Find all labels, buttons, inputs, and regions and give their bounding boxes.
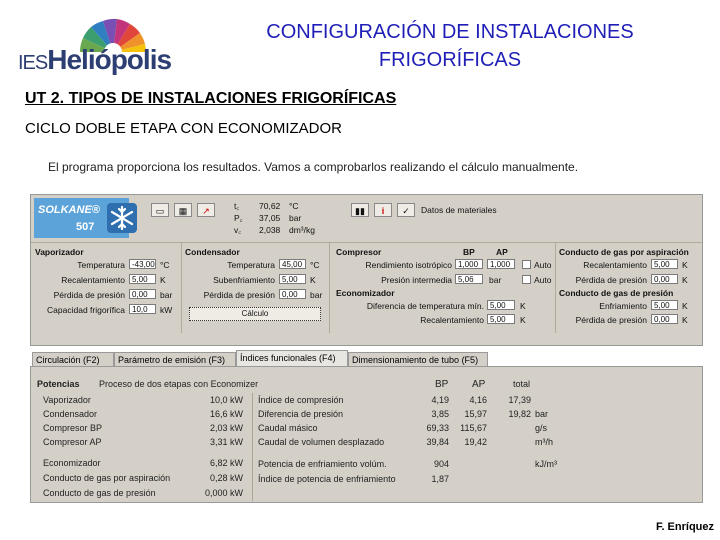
- index-bp: 39,84: [426, 437, 449, 447]
- group-divider: [329, 243, 330, 333]
- state-vc-label: v꜀: [234, 225, 242, 235]
- info-button[interactable]: i: [374, 203, 392, 217]
- col-ap: AP: [472, 379, 486, 390]
- cond-temp-label: Temperatura: [227, 260, 275, 270]
- suction-pressure-loss-input[interactable]: 0,00: [651, 274, 678, 284]
- evap-capacity-input[interactable]: 10,0: [129, 304, 156, 314]
- power-value: 10,0 kW: [209, 395, 243, 405]
- suction-superheat-unit: K: [682, 260, 688, 270]
- isentropic-efficiency-ap-input[interactable]: 1,000: [487, 259, 515, 269]
- power-value: 6,82 kW: [209, 458, 243, 468]
- power-name: Compresor AP: [43, 437, 102, 447]
- evap-capacity-label: Capacidad frigorífica: [47, 305, 125, 315]
- power-name: Conducto de gas por aspiración: [43, 473, 171, 483]
- page-title-line-1: CONFIGURACIÓN DE INSTALACIONES: [266, 21, 634, 43]
- cond-subcool-unit: K: [310, 275, 316, 285]
- discharge-cooling-unit: K: [682, 301, 688, 311]
- intro-text: El programa proporciona los resultados. Vamos a comprobarlos realizando el cálculo manualmente.: [48, 160, 579, 174]
- discharge-cooling-input[interactable]: 5,00: [651, 300, 678, 310]
- state-tc-label: t꜀: [234, 201, 240, 211]
- index-unit: m³/h: [535, 437, 553, 447]
- discharge-duct-header: Conducto de gas de presión: [559, 288, 674, 298]
- power-name: Economizador: [43, 458, 101, 468]
- diagram-button[interactable]: ↗: [197, 203, 215, 217]
- index-total: 19,82: [508, 409, 531, 419]
- power-name: Compresor BP: [43, 423, 103, 433]
- snowflake-icon: [107, 203, 137, 233]
- table-view-button[interactable]: ▭: [151, 203, 169, 217]
- index-name: Índice de potencia de enfriamiento: [258, 474, 396, 484]
- suction-pressure-loss-unit: K: [682, 275, 688, 285]
- evap-superheat-input[interactable]: 5,00: [129, 274, 156, 284]
- econ-superheat-label: Recalentamiento: [420, 315, 484, 325]
- power-value: 2,03 kW: [209, 423, 243, 433]
- evap-temp-unit: °C: [160, 260, 170, 270]
- state-pc-label: P꜀: [234, 213, 243, 223]
- materials-label: Datos de materiales: [421, 205, 497, 215]
- isentropic-efficiency-label: Rendimiento isotrópico: [365, 260, 452, 270]
- col-bp: BP: [435, 379, 449, 390]
- intermediate-pressure-unit: bar: [489, 275, 502, 285]
- auto-label: Auto: [534, 260, 552, 270]
- power-value: 3,31 kW: [209, 437, 243, 447]
- tab-circulacion[interactable]: Circulación (F2): [32, 352, 114, 366]
- isentropic-efficiency-bp-input[interactable]: 1,000: [455, 259, 483, 269]
- brand-number: 507: [76, 221, 95, 233]
- logo-prefix: IES: [18, 52, 48, 74]
- col-proceso: Proceso de dos etapas con Economizer: [99, 379, 259, 389]
- intermediate-pressure-input[interactable]: 5,06: [455, 274, 483, 284]
- cond-temp-input[interactable]: 45,00: [279, 259, 306, 269]
- col-potencias: Potencias: [37, 379, 80, 389]
- cond-subcool-input[interactable]: 5,00: [279, 274, 306, 284]
- calculate-button[interactable]: Cálculo: [189, 307, 321, 321]
- econ-superheat-unit: K: [520, 315, 526, 325]
- power-name: Condensador: [43, 409, 98, 419]
- page-title: [200, 18, 700, 74]
- group-divider: [181, 243, 182, 333]
- economizador-header: Economizador: [336, 288, 395, 298]
- logo-name: Heliópolis: [47, 44, 172, 75]
- discharge-pressure-loss-unit: K: [682, 315, 688, 325]
- index-ap: 115,67: [460, 423, 487, 433]
- auto-checkbox[interactable]: [522, 275, 531, 284]
- page-title-line-2: FRIGORÍFICAS: [378, 49, 522, 71]
- power-value: 0,000 kW: [204, 488, 243, 498]
- index-ap: 15,97: [464, 409, 487, 419]
- logo: [18, 44, 171, 76]
- evap-temp-label: Temperatura: [77, 260, 125, 270]
- state-tc-value: 70,62: [259, 201, 281, 211]
- cond-temp-unit: °C: [310, 260, 320, 270]
- state-vc-unit: dm³/kg: [289, 225, 315, 235]
- power-name: Vaporizador: [43, 395, 91, 405]
- evaporador-header: Vaporizador: [35, 247, 84, 257]
- index-bp: 1,87: [431, 474, 449, 484]
- solkane-brand: [34, 198, 129, 238]
- econ-min-temp-diff-label: Diferencia de temperatura mín.: [366, 301, 484, 311]
- tab-dimensionamiento-tubo[interactable]: Dimensionamiento de tubo (F5): [348, 352, 488, 366]
- index-bp: 904: [433, 459, 449, 469]
- evap-superheat-unit: K: [160, 275, 166, 285]
- index-unit: g/s: [535, 423, 548, 433]
- index-name: Diferencia de presión: [258, 409, 344, 419]
- intermediate-pressure-label: Presión intermedia: [381, 275, 452, 285]
- results-tabs: [30, 350, 701, 366]
- bottles-button[interactable]: ▮▮: [351, 203, 369, 217]
- check-button[interactable]: ✓: [397, 203, 415, 217]
- cond-pressure-loss-label: Pérdida de presión: [203, 290, 275, 300]
- evap-pressure-loss-label: Pérdida de presión: [53, 290, 125, 300]
- compresor-header: Compresor: [336, 247, 382, 257]
- index-ap: 19,42: [464, 437, 487, 447]
- index-total: 17,39: [508, 395, 531, 405]
- state-vc-value: 2,038: [259, 225, 281, 235]
- suction-superheat-input[interactable]: 5,00: [651, 259, 678, 269]
- index-unit: bar: [535, 409, 549, 419]
- grid-view-button[interactable]: ▦: [174, 203, 192, 217]
- condensador-header: Condensador: [185, 247, 240, 257]
- suction-pressure-loss-label: Pérdida de presión: [575, 275, 647, 285]
- index-bp: 69,33: [426, 423, 449, 433]
- tab-parametro-emision[interactable]: Parámetro de emisión (F3): [114, 352, 236, 366]
- evap-temp-input[interactable]: -43,00: [129, 259, 156, 269]
- power-name: Conducto de gas de presión: [43, 488, 156, 498]
- index-bp: 3,85: [431, 409, 449, 419]
- index-unit: kJ/m³: [535, 459, 557, 469]
- evap-pressure-loss-input[interactable]: 0,00: [129, 289, 156, 299]
- results-table: [30, 366, 703, 503]
- discharge-cooling-label: Enfriamiento: [599, 301, 647, 311]
- cond-pressure-loss-input[interactable]: 0,00: [279, 289, 306, 299]
- index-name: Potencia de enfriamiento volúm.: [258, 459, 387, 469]
- auto-label: Auto: [534, 275, 552, 285]
- section-heading: UT 2. TIPOS DE INSTALACIONES FRIGORÍFICAS: [25, 90, 397, 107]
- compresor-col-ap: AP: [496, 247, 508, 257]
- econ-min-temp-diff-input[interactable]: 5,00: [487, 300, 515, 310]
- auto-checkbox[interactable]: [522, 260, 531, 269]
- index-ap: 4,16: [469, 395, 487, 405]
- suction-duct-header: Conducto de gas por aspiración: [559, 247, 689, 257]
- index-bp: 4,19: [431, 395, 449, 405]
- econ-superheat-input[interactable]: 5,00: [487, 314, 515, 324]
- discharge-pressure-loss-input[interactable]: 0,00: [651, 314, 678, 324]
- cond-pressure-loss-unit: bar: [310, 290, 323, 300]
- discharge-pressure-loss-label: Pérdida de presión: [575, 315, 647, 325]
- group-divider: [555, 243, 556, 333]
- state-pc-value: 37,05: [259, 213, 281, 223]
- state-pc-unit: bar: [289, 213, 302, 223]
- subsection-heading: CICLO DOBLE ETAPA CON ECONOMIZADOR: [25, 120, 342, 137]
- evap-capacity-unit: kW: [160, 305, 173, 315]
- col-total: total: [513, 379, 531, 389]
- state-tc-unit: °C: [289, 201, 299, 211]
- brand-name: SOLKANE®: [38, 204, 100, 216]
- toolbar-divider: [31, 242, 702, 243]
- index-name: Índice de compresión: [258, 395, 344, 405]
- evap-pressure-loss-unit: bar: [160, 290, 173, 300]
- econ-min-temp-diff-unit: K: [520, 301, 526, 311]
- evap-superheat-label: Recalentamiento: [61, 275, 125, 285]
- column-divider: [252, 393, 253, 501]
- suction-superheat-label: Recalentamiento: [583, 260, 647, 270]
- cond-subcool-label: Subenfriamiento: [213, 275, 275, 285]
- tab-indices-funcionales[interactable]: Índices funcionales (F4): [236, 350, 348, 366]
- compresor-col-bp: BP: [463, 247, 475, 257]
- solkane-input-panel: [30, 194, 703, 346]
- power-value: 16,6 kW: [209, 409, 243, 419]
- index-name: Caudal de volumen desplazado: [258, 437, 385, 447]
- author-credit: F. Enríquez: [655, 521, 714, 533]
- index-name: Caudal másico: [258, 423, 318, 433]
- power-value: 0,28 kW: [209, 473, 243, 483]
